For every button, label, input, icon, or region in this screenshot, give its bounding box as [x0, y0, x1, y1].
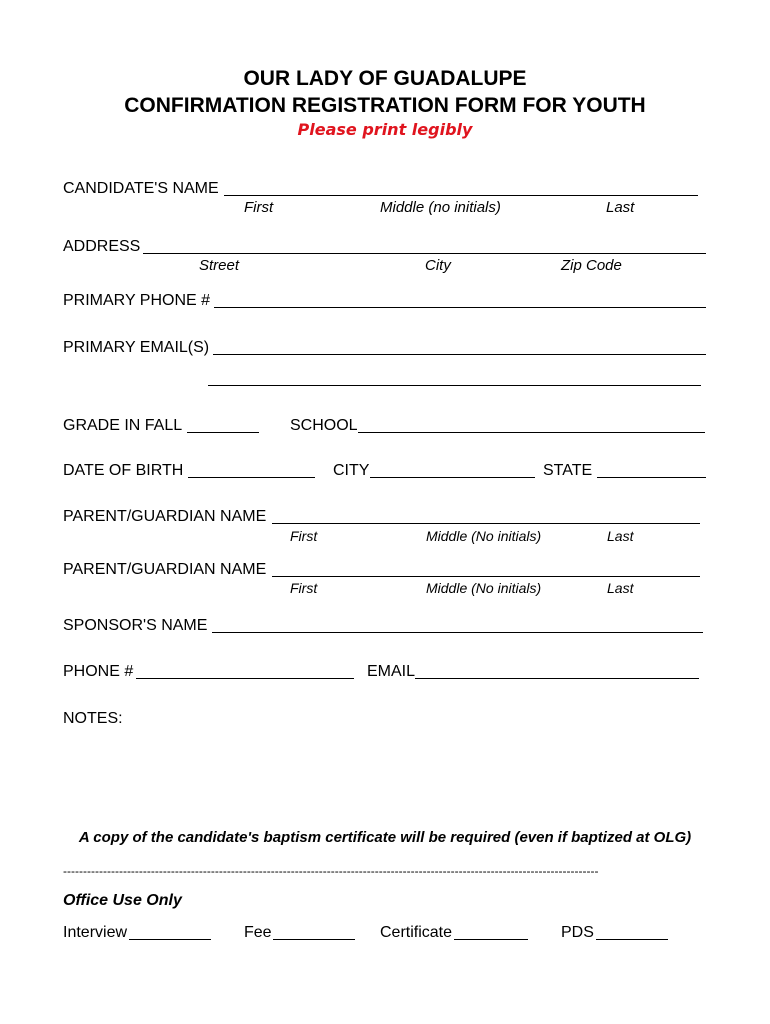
form-title-line2: CONFIRMATION REGISTRATION FORM FOR YOUTH — [124, 94, 646, 117]
sponsor-field[interactable] — [212, 632, 703, 633]
notes-label: NOTES: — [63, 710, 123, 727]
candidate-first-caption: First — [244, 199, 274, 216]
parent1-field[interactable] — [272, 523, 700, 524]
notes-area[interactable] — [63, 732, 703, 812]
interview-field[interactable] — [129, 939, 211, 940]
primary-email-field-2[interactable] — [208, 385, 701, 386]
interview-label: Interview — [63, 924, 128, 941]
candidate-name-label: CANDIDATE'S NAME — [63, 180, 219, 197]
email-field[interactable] — [415, 678, 699, 679]
candidate-last-caption: Last — [606, 199, 635, 216]
fee-field[interactable] — [273, 939, 355, 940]
city-field[interactable] — [370, 477, 535, 478]
primary-email-field[interactable] — [213, 354, 706, 355]
state-label: STATE — [543, 462, 593, 479]
parent2-first-caption: First — [290, 580, 318, 596]
address-label: ADDRESS — [63, 238, 141, 255]
state-field[interactable] — [597, 477, 706, 478]
school-label: SCHOOL — [290, 417, 358, 434]
print-instruction: Please print legibly — [297, 120, 473, 139]
phone-label: PHONE # — [63, 663, 134, 680]
pds-field[interactable] — [596, 939, 668, 940]
fee-label: Fee — [244, 924, 272, 941]
parent2-label: PARENT/GUARDIAN NAME — [63, 561, 267, 578]
primary-email-label: PRIMARY EMAIL(S) — [63, 339, 210, 356]
grade-field[interactable] — [187, 432, 259, 433]
parent1-label: PARENT/GUARDIAN NAME — [63, 508, 267, 525]
school-field[interactable] — [358, 432, 705, 433]
city-label: CITY — [333, 462, 370, 479]
primary-phone-field[interactable] — [214, 307, 706, 308]
pds-label: PDS — [561, 924, 594, 941]
form-title-line1: OUR LADY OF GUADALUPE — [243, 67, 527, 90]
parent1-last-caption: Last — [607, 528, 634, 544]
baptism-certificate-note: A copy of the candidate's baptism certificate will be required (even if baptized at OLG) — [78, 829, 692, 846]
parent2-field[interactable] — [272, 576, 700, 577]
candidate-middle-caption: Middle (no initials) — [380, 199, 501, 216]
parent2-middle-caption: Middle (No initials) — [426, 580, 542, 596]
certificate-label: Certificate — [380, 924, 453, 941]
dob-label: DATE OF BIRTH — [63, 462, 184, 479]
phone-field[interactable] — [136, 678, 354, 679]
sponsor-label: SPONSOR'S NAME — [63, 617, 208, 634]
dashed-separator: -------------------------------------------------------------------------------------------------------------------------------------- — [63, 864, 599, 878]
certificate-field[interactable] — [454, 939, 528, 940]
dob-field[interactable] — [188, 477, 315, 478]
office-use-title: Office Use Only — [63, 892, 182, 909]
parent2-last-caption: Last — [607, 580, 634, 596]
address-field[interactable] — [143, 253, 706, 254]
grade-label: GRADE IN FALL — [63, 417, 183, 434]
parent1-first-caption: First — [290, 528, 318, 544]
candidate-name-field[interactable] — [224, 195, 698, 196]
address-zip-caption: Zip Code — [561, 257, 622, 274]
parent1-middle-caption: Middle (No initials) — [426, 528, 542, 544]
email-label: EMAIL — [367, 663, 416, 680]
primary-phone-label: PRIMARY PHONE # — [63, 292, 211, 309]
address-street-caption: Street — [199, 257, 240, 274]
address-city-caption: City — [425, 257, 451, 274]
